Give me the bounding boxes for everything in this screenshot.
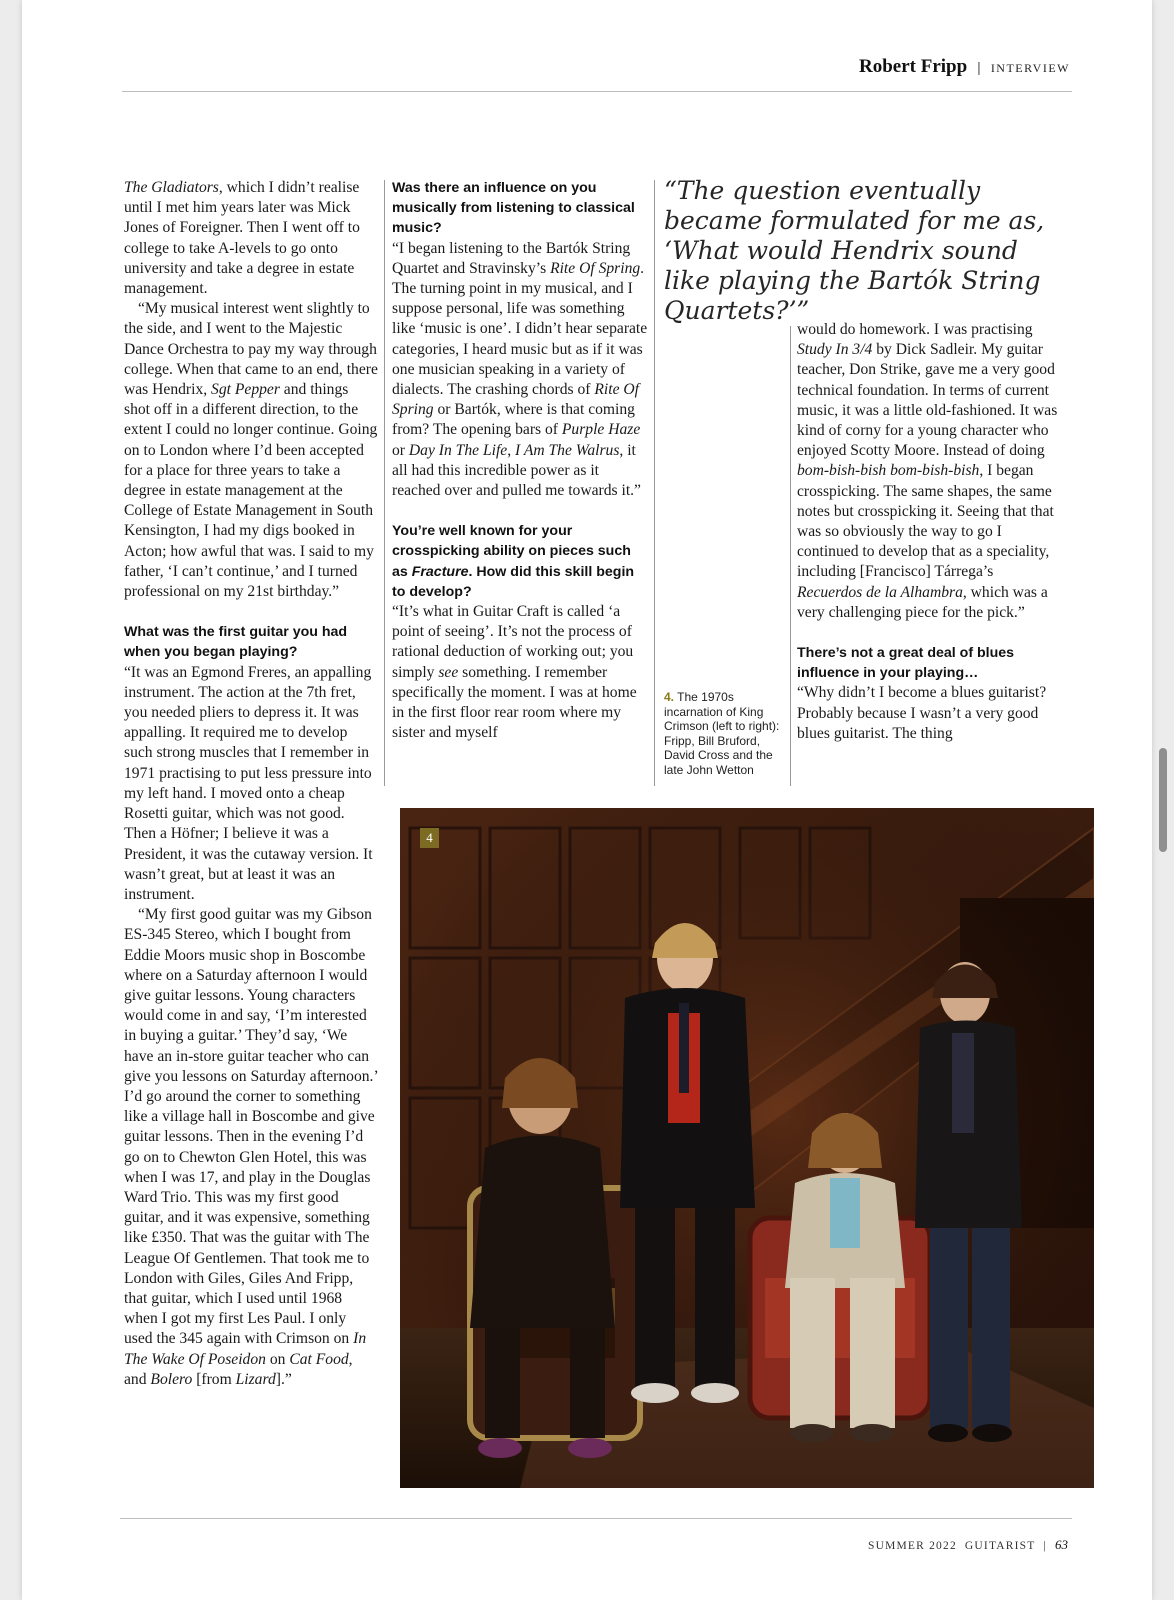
interview-question: Was there an influence on you musically from listening to classical music?: [392, 180, 635, 237]
running-header: [859, 56, 1070, 78]
column-divider: [654, 180, 655, 786]
article-column-1: [124, 178, 378, 1390]
photo-caption: [664, 690, 790, 777]
body-paragraph: “My first good guitar was my Gibson ES-345 Stereo, which I bought from Eddie Moors music shop in Boscombe where on a Saturday afternoon I would give guitar lessons. Young characters would come in and say, ‘I’m interested in buying a guitar.’ They’d say, ‘We have an in-store guitar teacher who can give you lessons on Saturday afternoon.’ I’d go around the corner to something like a village hall in Boscombe and give guitar lessons. Then in the evening I’d go on to Chewton Glen Hotel, this was when I was 17, and play in the Douglas Ward Trio. This was my first good guitar, and it was expensive, something like £350. That was the guitar with The League Of Gentlemen. That took me to London with Giles, Giles And Fripp, that guitar, which I used until 1968 when I got my first Les Paul. I only used the 345 again with Crimson on In The Wake Of Poseidon on Cat Food, and Bolero [from Lizard].”: [124, 906, 378, 1388]
article-column-3: [797, 320, 1059, 744]
footer-issue: SUMMER 2022: [867, 1540, 957, 1552]
caption-number: 4.: [664, 690, 675, 704]
body-paragraph: The Gladiators, which I didn’t realise until I met him years later was Mick Jones of Foreigner. Then I went off to college to take A-levels to go onto university and take a degree in estate management.: [124, 179, 360, 298]
page-number: 63: [1055, 1537, 1068, 1552]
caption-text: The 1970s incarnation of King Crimson (left to right): Fripp, Bill Bruford, David Cross and the late John Wetton: [664, 690, 780, 777]
interview-question: You’re well known for your crosspicking ability on pieces such as Fracture. How did this skill begin to develop?: [392, 523, 635, 600]
header-separator: |: [977, 59, 981, 75]
column-divider: [790, 326, 791, 786]
band-photo: [400, 808, 1094, 1488]
footer-magazine: GUITARIST: [964, 1540, 1036, 1552]
footer-separator: |: [1043, 1540, 1047, 1552]
body-paragraph: “It was an Egmond Freres, an appalling instrument. The action at the 7th fret, you needed pliers to depress it. It was appalling. It required me to develop such strong muscles that I remember in 1971 practising to put less pressure into my left hand. I moved onto a cheap Rosetti guitar, which was not good. Then a Höfner; I believe it was a President, it was the cutaway version. It wasn’t great, but at least it was an instrument.: [124, 663, 373, 903]
scrollbar-thumb[interactable]: [1159, 748, 1167, 852]
interview-question: What was the first guitar you had when you began playing?: [124, 624, 348, 661]
column-divider: [384, 180, 385, 786]
body-paragraph: would do homework. I was practising Study In 3/4 by Dick Sadleir. My guitar teacher, Don Strike, gave me a very good technical foundation. In terms of current music, it was a little old-fashioned. It was kind of corny for a young character who enjoyed Scotty Moore. Instead of doing bom-bish-bish bom-bish-bish, I began crosspicking. The same shapes, the same notes but crosspicking it. Seeing that that was so obviously the way to go I continued to develop that as a speciality, including [Francisco] Tárrega’s Recuerdos de la Alhambra, which was a very challenging piece for the pick.”: [797, 321, 1058, 621]
footer-rule: [120, 1518, 1072, 1519]
interview-question: There’s not a great deal of blues influence in your playing…: [797, 645, 1015, 682]
paragraph-gap: [392, 501, 648, 521]
body-paragraph: “It’s what in Guitar Craft is called ‘a point of seeing’. It’s not the process of rational deduction of working out; you simply see something. I remember specifically the moment. I was at home in the first floor rear room where my sister and myself: [392, 603, 637, 742]
header-rule: [122, 91, 1072, 92]
header-section: INTERVIEW: [990, 61, 1070, 75]
pull-quote: “The question eventually became formulated for me as, ‘What would Hendrix sound like playing the Bartók String Quartets?’”: [664, 176, 1045, 325]
article-column-2: [392, 178, 648, 743]
body-paragraph: “I began listening to the Bartók String Quartet and Stravinsky’s Rite Of Spring. The turning point in my musical, and I suppose personal, life was something like ‘music is one’. I didn’t hear separate categories, I heard music but as if it was one musician speaking in a variety of dialects. The crashing chords of Rite Of Spring or Bartók, where is that coming from? The opening bars of Purple Haze or Day In The Life, I Am The Walrus, it all had this incredible power as it reached over and pulled me towards it.”: [392, 239, 648, 500]
paragraph-gap: [124, 602, 378, 622]
body-paragraph: “Why didn’t I become a blues guitarist? Probably because I wasn’t a very good blues guitarist. The thing: [797, 684, 1047, 742]
body-paragraph: “My musical interest went slightly to the side, and I went to the Majestic Dance Orchestra to pay my way through college. When that came to an end, there was Hendrix, Sgt Pepper and things shot off in a different direction, to the extent I could no longer continue. Going on to London where I’d been accepted for a place for three years to take a degree in estate management at the College of Estate Management in South Kensington, I had my digs booked in Acton; how awful that was. I said to my father, ‘I can’t continue,’ and I turned professional on my 21st birthday.”: [124, 300, 378, 601]
magazine-page: [22, 0, 1152, 1600]
page-footer: [868, 1537, 1068, 1553]
header-name: Robert Fripp: [858, 56, 968, 77]
paragraph-gap: [797, 623, 1059, 643]
photo-number-badge: 4: [420, 828, 439, 848]
